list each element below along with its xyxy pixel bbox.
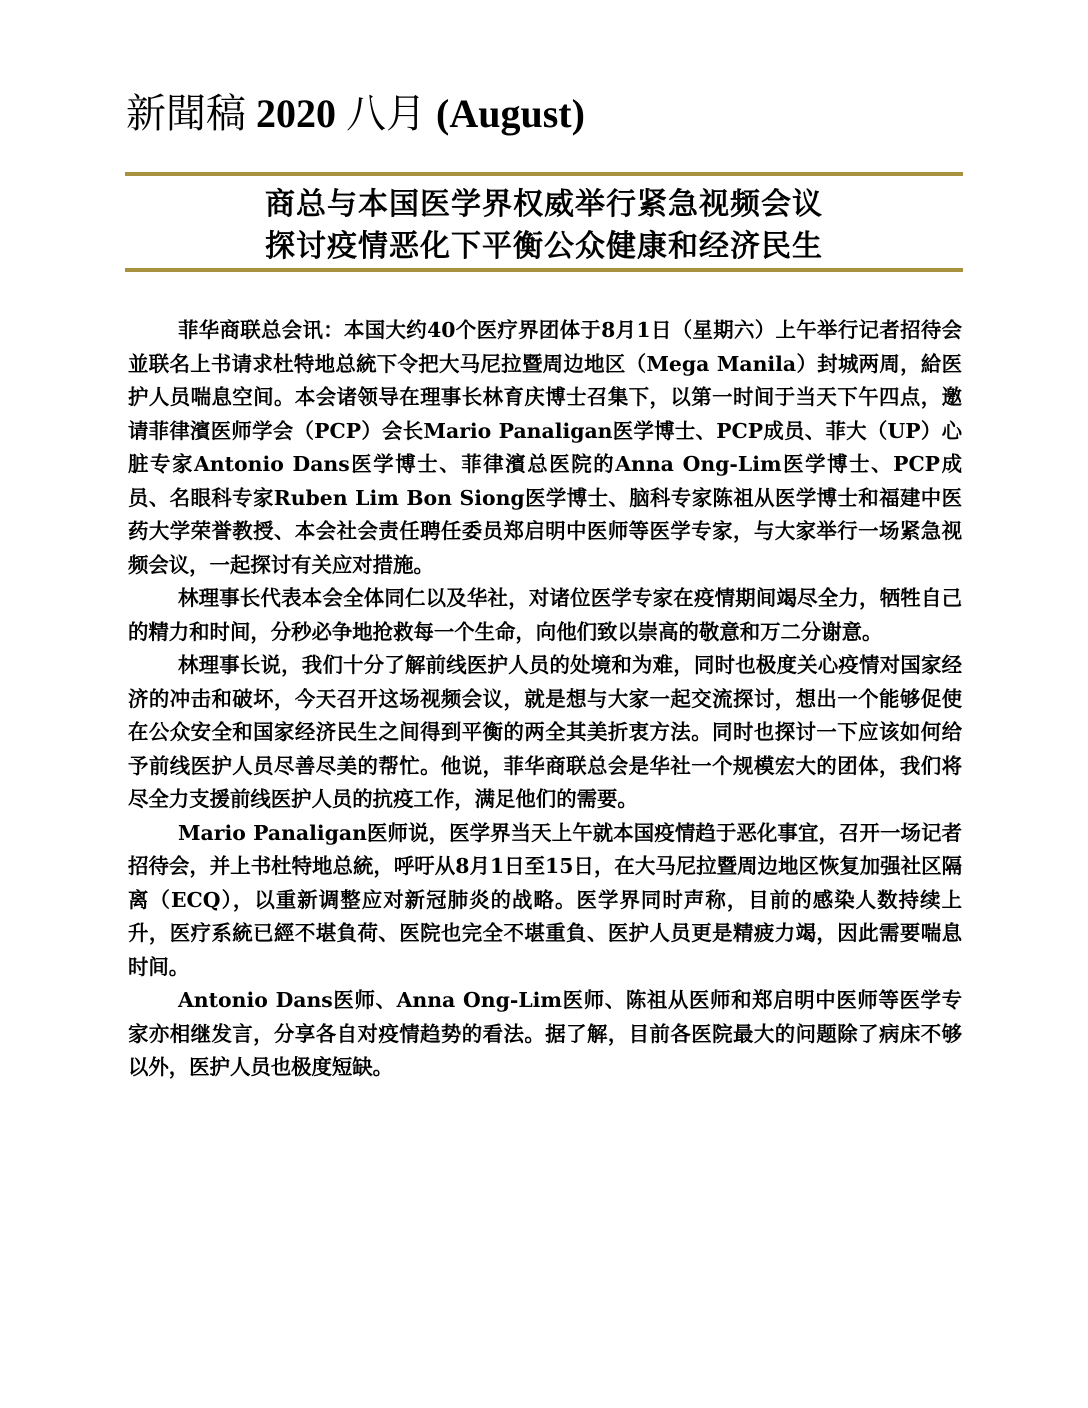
headline-line-2: 探讨疫情恶化下平衡公众健康和经济民生 [265,229,823,264]
title-month-cjk: 八月 [346,91,426,136]
title-month-en: (August) [436,91,585,136]
headline-line-1: 商总与本国医学界权威举行紧急视频会议 [265,187,823,222]
title-year: 2020 [256,91,336,136]
headline-top-divider [125,172,963,176]
paragraph-2: 林理事长代表本会全体同仁以及华社，对诸位医学专家在疫情期间竭尽全力，牺牲自己的精力和时间，分秒必争地抢救每一个生命，向他们致以崇高的敬意和万二分谢意。 [128,586,962,644]
headline [126,184,962,268]
title-cjk: 新聞稿 [126,91,246,136]
page-title [126,86,585,142]
paragraph-4: Mario Panaligan医师说，医学界当天上午就本国疫情趋于恶化事宜，召开一场记者招待会，并上书杜特地总統，呼吁从8月1日至15日，在大马尼拉暨周边地区恢复加强社区隔离（ECQ），以重新调整应对新冠肺炎的战略。医学界同时声称，目前的感染人数持续上升，医疗系統已經不堪負荷、医院也完全不堪重負、医护人员更是精疲力竭，因此需要喘息时间。 [128,820,962,979]
article-body [128,314,962,1085]
paragraph-5: Antonio Dans医师、Anna Ong-Lim医师、陈祖从医师和郑启明中医师等医学专家亦相继发言，分享各自对疫情趋势的看法。据了解，目前各医院最大的问题除了病床不够以外，医护人员也极度短缺。 [128,988,962,1079]
paragraph-1: 菲华商联总会讯：本国大约40个医疗界团体于8月1日（星期六）上午举行记者招待会並联名上书请求杜特地总統下令把大马尼拉暨周边地区（Mega Manila）封城两周，給医护人员喘息空间。本会诸领导在理事长林育庆博士召集下，以第一时间于当天下午四点，邀请菲律濱医师学会（PCP）会长Mario Panaligan医学博士、PCP成员、菲大（UP）心脏专家Antonio Dans医学博士、菲律濱总医院的Anna Ong-Lim医学博士、PCP成员、名眼科专家Ruben Lim Bon Siong医学博士、脑科专家陈祖从医学博士和福建中医药大学荣誉教授、本会社会责任聘任委员郑启明中医师等医学专家，与大家举行一场紧急视频会议，一起探讨有关应对措施。 [128,318,962,577]
paragraph-3: 林理事长说，我们十分了解前线医护人员的处境和为难，同时也极度关心疫情对国家经济的冲击和破坏，今天召开这场视频会议，就是想与大家一起交流探讨，想出一个能够促使在公众安全和国家经济民生之间得到平衡的两全其美折衷方法。同时也探讨一下应该如何给予前线医护人员尽善尽美的帮忙。他说，菲华商联总会是华社一个规模宏大的团体，我们将尽全力支援前线医护人员的抗疫工作，满足他们的需要。 [128,653,962,811]
headline-bottom-divider [125,268,963,272]
